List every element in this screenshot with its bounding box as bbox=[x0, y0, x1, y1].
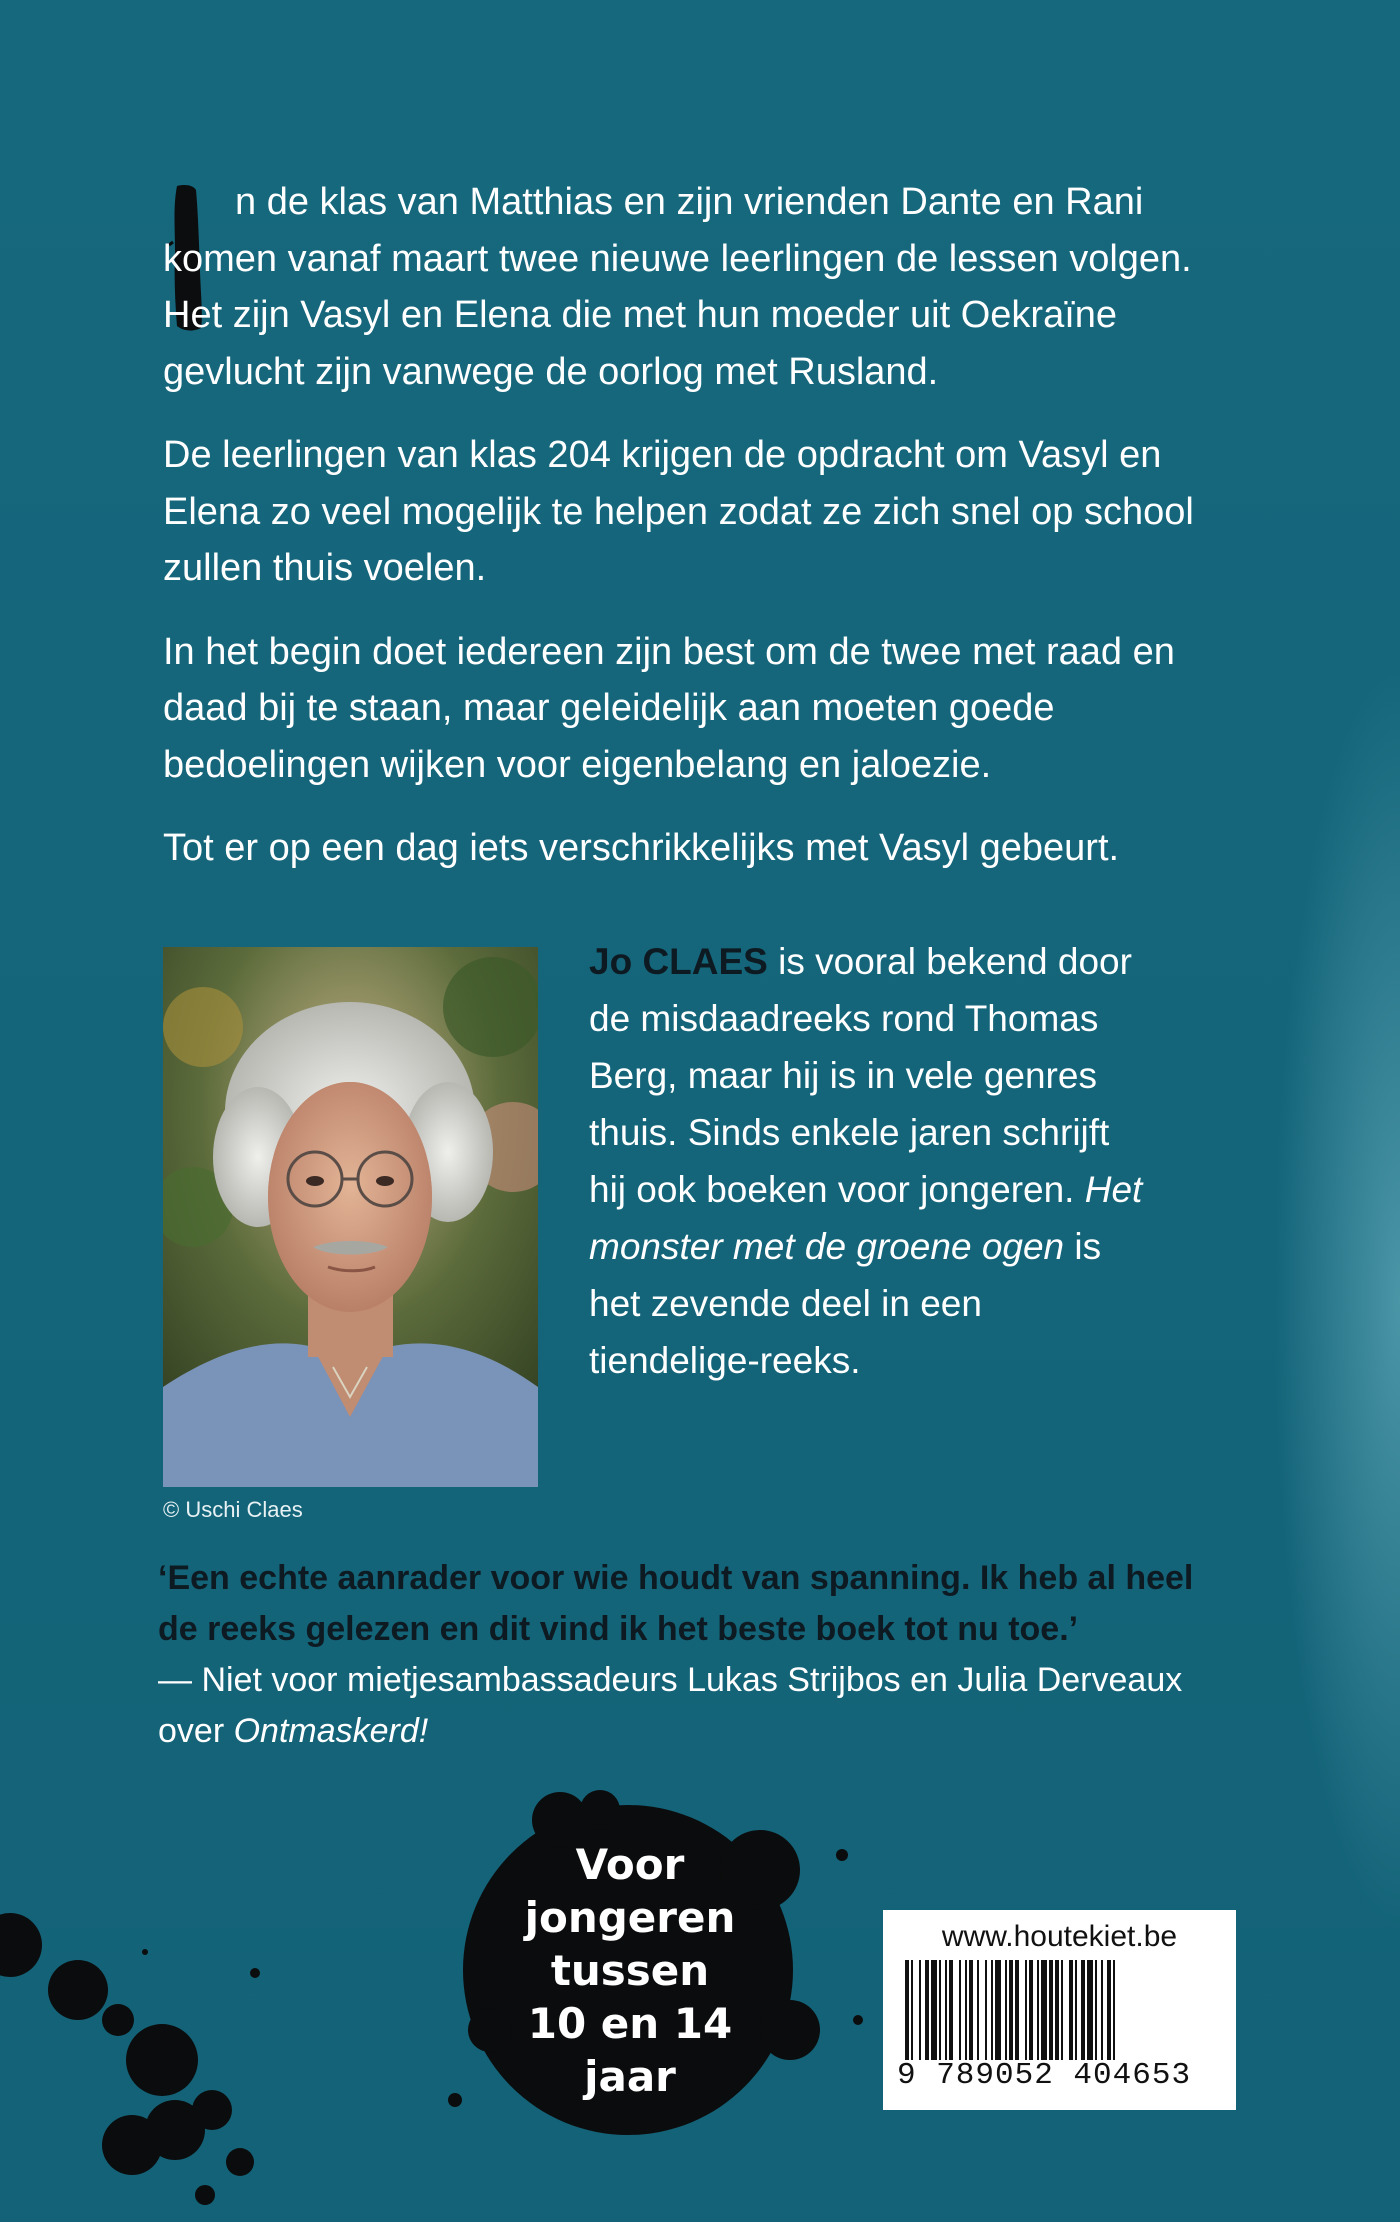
barcode-bar bbox=[1037, 1960, 1039, 2060]
attribution-book-title: Ontmaskerd! bbox=[233, 1712, 429, 1750]
barcode-icon bbox=[905, 1960, 1217, 2060]
badge-line-2: jongeren bbox=[524, 1893, 736, 1942]
barcode-bar bbox=[1015, 1960, 1019, 2060]
badge-line-3: tussen bbox=[550, 1946, 710, 1995]
barcode-bar bbox=[977, 1960, 979, 2060]
barcode-bar bbox=[1049, 1960, 1053, 2060]
barcode-bar bbox=[965, 1960, 967, 2060]
book-title: Het monster met de groene ogen bbox=[589, 1169, 1143, 1267]
barcode-bar bbox=[1081, 1960, 1085, 2060]
barcode-bar bbox=[949, 1960, 953, 2060]
author-portrait-icon bbox=[163, 947, 538, 1487]
badge-line-1: Voor bbox=[575, 1840, 685, 1889]
barcode-bar bbox=[959, 1960, 961, 2060]
badge-line-4: 10 en 14 bbox=[527, 1999, 733, 2048]
barcode-bar bbox=[1101, 1960, 1103, 2060]
blurb-paragraph-2: De leerlingen van klas 204 krijgen de opdracht om Vasyl en Elena zo veel mogelijk te helpen zodat ze zich snel op school zullen thuis voelen. bbox=[163, 434, 1194, 589]
review-quote-text: ‘Een echte aanrader voor wie houdt van spanning. Ik heb al heel de reeks gelezen en dit vind ik het beste boek tot nu toe.’ bbox=[158, 1559, 1194, 1648]
barcode-bar bbox=[925, 1960, 929, 2060]
barcode-bar bbox=[1029, 1960, 1033, 2060]
barcode-bar bbox=[1055, 1960, 1059, 2060]
barcode-bar bbox=[991, 1960, 993, 2060]
photo-credit: © Uschi Claes bbox=[163, 1497, 303, 1522]
barcode-bar bbox=[1075, 1960, 1077, 2060]
blurb-paragraph-3: In het begin doet iedereen zijn best om de twee met raad en daad bij te staan, maar geleidelijk aan moeten goede bedoelingen wijken voor eigenbelang en jaloezie. bbox=[163, 630, 1175, 786]
barcode-bar bbox=[1113, 1960, 1115, 2060]
author-photo bbox=[163, 947, 538, 1487]
barcode-bar bbox=[995, 1960, 1001, 2060]
barcode-bar bbox=[985, 1960, 987, 2060]
barcode-bar bbox=[1009, 1960, 1013, 2060]
barcode-bar bbox=[1069, 1960, 1073, 2060]
barcode-bar bbox=[1041, 1960, 1047, 2060]
barcode-panel bbox=[883, 1910, 1236, 2110]
blurb-text bbox=[163, 174, 1243, 904]
barcode-bar bbox=[931, 1960, 937, 2060]
barcode-bar bbox=[1107, 1960, 1111, 2060]
blurb-paragraph-4: Tot er op een dag iets verschrikkelijks met Vasyl gebeurt. bbox=[163, 827, 1120, 869]
barcode-bar bbox=[969, 1960, 973, 2060]
barcode-bar bbox=[1061, 1960, 1063, 2060]
barcode-bar bbox=[1095, 1960, 1097, 2060]
blurb-paragraph-1: n de klas van Matthias en zijn vrienden Dante en Rani komen vanaf maart twee nieuwe leerlingen de lessen volgen. Het zijn Vasyl en Elena die met hun moeder uit Oekraïne gevlucht zijn vanwege de oorlog met Rusland. bbox=[163, 181, 1192, 393]
barcode-bar bbox=[939, 1960, 941, 2060]
bio-text-part-1: is vooral bekend door de misdaadreeks rond Thomas Berg, maar hij is in vele genres thuis. Sinds enkele jaren schrijft hij ook boeken voor jongeren. bbox=[589, 941, 1132, 1210]
barcode-bar bbox=[1025, 1960, 1027, 2060]
barcode-bar bbox=[905, 1960, 909, 2060]
author-name: Jo CLAES bbox=[589, 941, 768, 982]
barcode-bar bbox=[1087, 1960, 1093, 2060]
barcode-bar bbox=[919, 1960, 921, 2060]
isbn-number: 9 789052 404653 bbox=[897, 2058, 1192, 2093]
publisher-url: www.houtekiet.be bbox=[941, 1920, 1178, 1953]
barcode-bar bbox=[945, 1960, 947, 2060]
barcode-bar bbox=[1005, 1960, 1007, 2060]
age-badge bbox=[490, 1838, 770, 2103]
bio-text-part-2: is het zevende deel in een tiendelige-reeks. bbox=[589, 1226, 1102, 1381]
attribution-text: — Niet voor mietjesambassadeurs Lukas Strijbos en Julia Derveaux over bbox=[158, 1661, 1183, 1750]
badge-line-5: jaar bbox=[584, 2052, 676, 2101]
barcode-bar bbox=[911, 1960, 913, 2060]
author-bio bbox=[589, 933, 1149, 1389]
